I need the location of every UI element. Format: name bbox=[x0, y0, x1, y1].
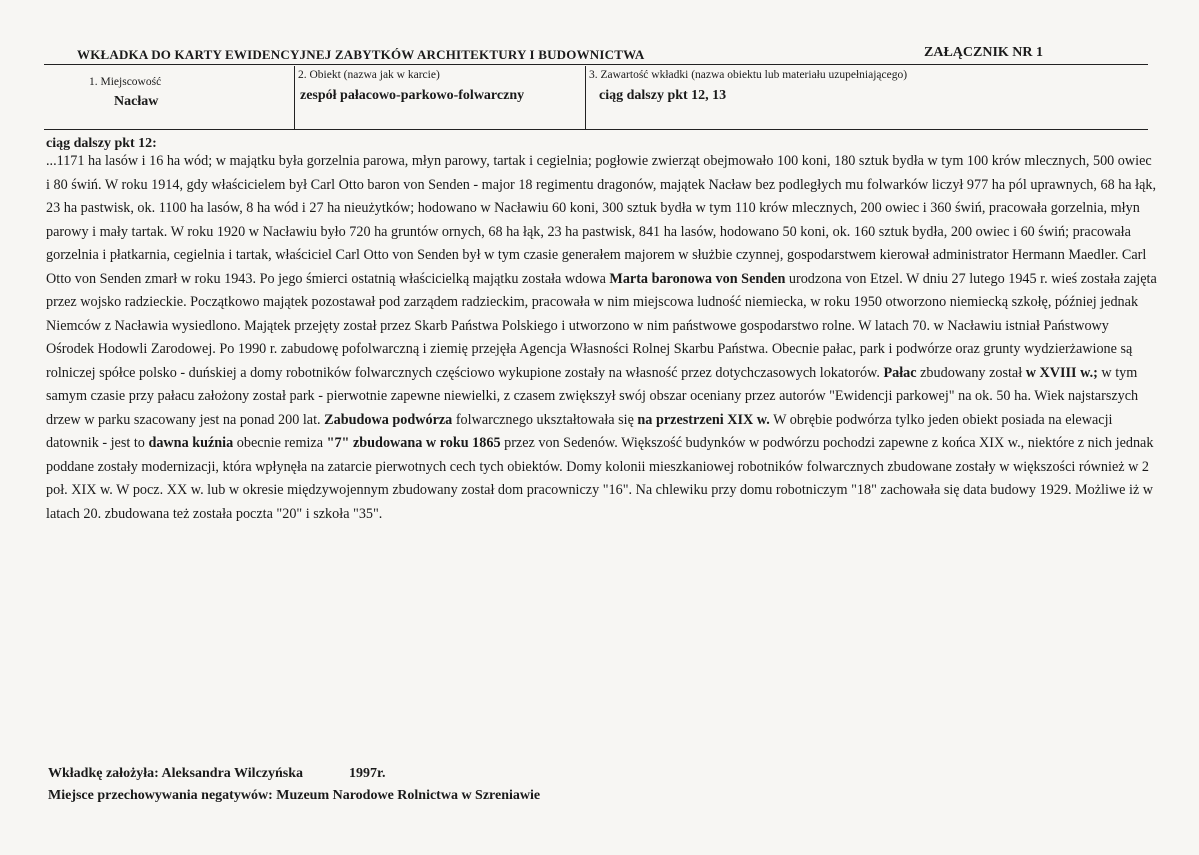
field-contents-value: ciąg dalszy pkt 12, 13 bbox=[599, 88, 727, 103]
text-run: W obrębie podwórza tylko jeden obiekt posiada na elewacji datownik - jest to bbox=[46, 411, 1113, 451]
text-run: zbudowany został bbox=[916, 364, 1026, 381]
text-run: obecnie remiza bbox=[233, 435, 327, 451]
column-divider-1 bbox=[294, 66, 295, 129]
table-bottom-border bbox=[44, 129, 1148, 130]
text-run: urodzona von Etzel. W dniu 27 lutego 1945 r. wieś została zajęta przez wojsko radzieckie. Początkowo majątek pozostawał pod zarządem radzieckim, pracowała w nim miejscowa ludność niemiecka, w roku 1950 otworzono niemiecką szkołę, później jednak Niemców z Nacławia wysiedlono. Majątek przejęty został przez Skarb Państwa Polskiego i utworzono w nim państwowe gospodarstwo rolne. W latach 70. w Nacławiu istniał Państwowy Ośrodek Hodowli Zarodowej. Po 1990 r. zabudowę pofolwarczną i ziemię przejęła Agencja Własności Rolnej Skarbu Państwa. Obecnie pałac, park i podwórze oraz grunty wydzierżawione są rolniczej spółce polsko - duńskiej a domy robotników folwarcznych częściowo wykupione zostały na własność przez dotychczasowych lokatorów. bbox=[46, 270, 1157, 381]
field-object-value: zespół pałacowo-parkowo-folwarczny bbox=[300, 88, 525, 103]
founded-by: Wkładkę założyła: Aleksandra Wilczyńska bbox=[48, 766, 304, 781]
field-locality-label: 1. Miejscowość bbox=[89, 76, 162, 88]
table-top-border bbox=[44, 64, 1148, 65]
continuation-heading: ciąg dalszy pkt 12: bbox=[46, 136, 157, 151]
emphasized-text: w XVIII w.; bbox=[1025, 364, 1098, 381]
text-run: folwarcznego ukształtowała się bbox=[452, 411, 638, 428]
founded-year: 1997r. bbox=[349, 766, 386, 781]
founded-by-line bbox=[48, 766, 385, 782]
emphasized-text: "7" zbudowana w roku 1865 bbox=[326, 435, 501, 451]
annex-number: ZAŁĄCZNIK NR 1 bbox=[924, 45, 1044, 60]
column-divider-2 bbox=[585, 66, 586, 129]
field-contents-label: 3. Zawartość wkładki (nazwa obiektu lub materiału uzupełniającego) bbox=[589, 69, 908, 81]
document-title: WKŁADKA DO KARTY EWIDENCYJNEJ ZABYTKÓW ARCHITEKTURY I BUDOWNICTWA bbox=[77, 47, 645, 62]
text-run: w tym samym czasie przy pałacu założony został park - pierwotnie zapewne niewielki, z czasem zwiększył swój obszar oceniany przez autorów "Ewidencji parkowej" na ok. 50 ha. Wiek najstarszych drzew w parku szacowany jest na ponad 200 lat. bbox=[46, 364, 1139, 428]
description-text bbox=[46, 150, 1158, 526]
text-run: ...1171 ha lasów i 16 ha wód; w majątku była gorzelnia parowa, młyn parowy, tartak i cegielnia; pogłowie zwierząt obejmowało 100 koni, 180 sztuk bydła w tym 100 krów mlecznych, 500 owiec i 80 świń. W roku 1914, gdy właścicielem był Carl Otto baron von Senden - major 18 regimentu dragonów, majątek Nacław bez podległych mu folwarków liczył 977 ha pól uprawnych, 68 ha łąk, 23 ha pastwisk, ok. 1100 ha lasów, 8 ha wód i 27 ha nieużytków; hodowano w Nacławiu 60 koni, 300 sztuk bydła w tym 110 krów mlecznych, 200 owiec i 360 świń, pracowała gorzelnia, młyn parowy i mały tartak. W roku 1920 w Nacławiu było 720 ha gruntów ornych, 68 ha łąk, 23 ha pastwisk, 841 ha lasów, hodowano 50 koni, ok. 160 sztuk bydła, 200 owiec i 60 świń; pracowała gorzelnia i płatkarnia, cegielnia i tartak, właściciel Carl Otto von Senden był w tym czasie generałem majorem w służbie czynnej, gospodarstwem kierował administrator Hermann Maedler. Carl Otto von Senden zmarł w roku 1943. Po jego śmierci ostatnią właścicielką majątku została wdowa bbox=[46, 153, 1157, 287]
emphasized-text: Marta baronowa von Senden bbox=[609, 270, 786, 287]
field-object-label: 2. Obiekt (nazwa jak w karcie) bbox=[298, 69, 440, 81]
field-locality-value: Nacław bbox=[114, 94, 159, 109]
emphasized-text: Zabudowa podwórza bbox=[324, 411, 453, 428]
emphasized-text: Pałac bbox=[883, 364, 917, 381]
emphasized-text: na przestrzeni XIX w. bbox=[637, 411, 770, 428]
emphasized-text: dawna kuźnia bbox=[148, 435, 234, 451]
negatives-location: Miejsce przechowywania negatywów: Muzeum Narodowe Rolnictwa w Szreniawie bbox=[48, 788, 541, 803]
text-run: przez von Sedenów. Większość budynków w podwórzu pochodzi zapewne z końca XIX w., niektóre z nich jednak poddane zostały modernizacji, która wpłynęła na zatarcie pierwotnych cech tych obiektów. Domy kolonii mieszkaniowej robotników folwarcznych zbudowane zostały w większości również w 2 poł. XIX w. W pocz. XX w. lub w okresie międzywojennym zbudowany został dom pracowniczy "16". Na chlewiku przy domu robotniczym "18" zachowała się data budowy 1929. Możliwe iż w latach 20. zbudowana też została poczta "20" i szkoła "35". bbox=[46, 435, 1154, 522]
